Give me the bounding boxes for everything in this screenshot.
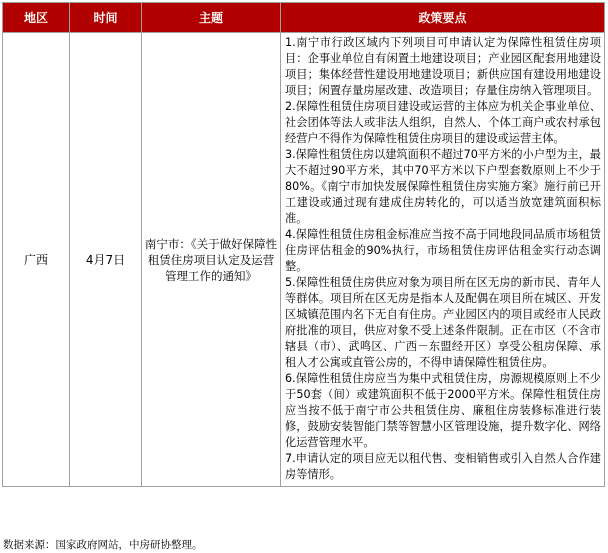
header-topic: 主题 bbox=[142, 3, 281, 33]
policy-point-5: 5.保障性租赁住房供应对象为项目所在区无房的新市民、青年人等群体。项目所在区无房是指本人及配偶在项目所在城区、开发区城镇范围内名下无自有住房。产业园区内的项目或经市人民政府批准的项目，供应对象不受上述条件限制。正在市区（不含市辖县（市）、武鸣区、广西－东盟经开区）享受公租房保障、承租人才公寓或直管公房的，不得申请保障性租赁住房。 bbox=[285, 276, 601, 369]
cell-topic: 南宁市：《关于做好保障性租赁住房项目认定及运营管理工作的通知》 bbox=[142, 33, 281, 487]
cell-date: 4月7日 bbox=[70, 33, 142, 487]
table-header-row bbox=[3, 3, 605, 33]
cell-region: 广西 bbox=[3, 33, 70, 487]
policy-point-6: 6.保障性租赁住房应当为集中式租赁住房，房源规模原则上不少于50套（间）或建筑面积不低于2000平方米。保障性租赁住房应当按不低于南宁市公共租赁住房、廉租住房装修标准进行装修，鼓励安装智能门禁等智慧小区管理设施，提升数字化、网络化运营管理水平。 bbox=[285, 372, 601, 449]
policy-point-3: 3.保障性租赁住房以建筑面积不超过70平方米的小户型为主，最大不超过90平方米，其中70平方米以下户型套数原则上不少于80%。《南宁市加快发展保障性租赁住房实施方案》施行前已开工建设或通过现有建成住房转化的，可以适当放宽建筑面积标准。 bbox=[285, 148, 601, 225]
policy-point-7: 7.申请认定的项目应无以租代售、变相销售或引入自然人合作建房等情形。 bbox=[285, 452, 601, 481]
header-policy-points: 政策要点 bbox=[281, 3, 605, 33]
policy-point-1: 1.南宁市行政区域内下列项目可申请认定为保障性租赁住房项目：企事业单位自有闲置土地建设项目；产业园区配套用地建设项目；集体经营性建设用地建设项目；新供应国有建设用地建设项目；闲置存量房屋改建、改造项目；存量住房纳入管理项目。 bbox=[285, 36, 601, 97]
header-time: 时间 bbox=[70, 3, 142, 33]
policy-point-4: 4.保障性租赁住房租金标准应当按不高于同地段同品质市场租赁住房评估租金的90%执行，市场租赁住房评估租金实行动态调整。 bbox=[285, 228, 601, 273]
policy-point-2: 2.保障性租赁住房项目建设或运营的主体应为机关企事业单位、社会团体等法人或非法人组织，自然人、个体工商户或农村承包经营户不得作为保障性租赁住房项目的建设或运营主体。 bbox=[285, 100, 601, 145]
header-region: 地区 bbox=[3, 3, 70, 33]
table-row bbox=[3, 33, 605, 487]
policy-table bbox=[2, 2, 605, 487]
data-source-note: 数据来源：国家政府网站，中房研协整理。 bbox=[3, 539, 203, 551]
cell-policy-points bbox=[281, 33, 605, 487]
